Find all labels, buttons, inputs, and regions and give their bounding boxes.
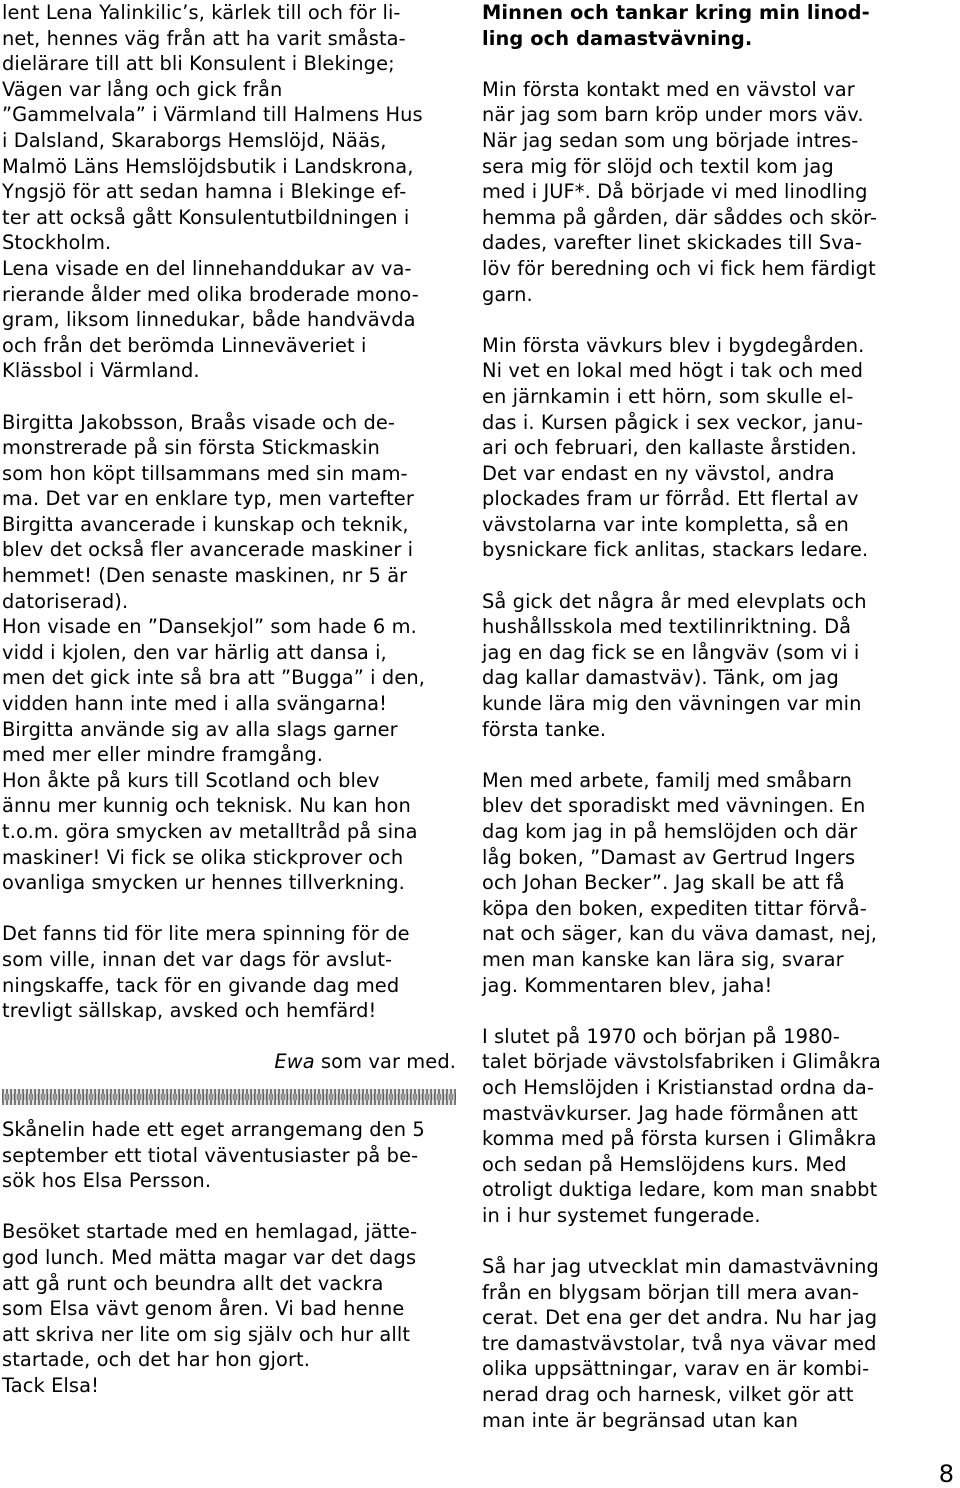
text-line: blev det också fler avancerade maskiner i	[2, 538, 414, 562]
text-line: Klässbol i Värmland.	[2, 359, 200, 383]
text-line: plockades fram ur förråd. Ett flertal av	[482, 487, 859, 511]
signature-name: Ewa	[274, 1050, 315, 1074]
text-line: Så gick det några år med elevplats och	[482, 589, 867, 613]
text-line: när jag som barn kröp under mors väv.	[482, 103, 864, 127]
right-column	[482, 0, 922, 1433]
text-line: hemma på gården, där såddes och skör-	[482, 205, 878, 229]
paragraph-visit	[2, 1219, 460, 1398]
text-line: Birgitta använde sig av alla slags garner	[2, 717, 398, 741]
paragraph-gap	[2, 1194, 460, 1220]
text-line: som ville, innan det var dags för avslut-	[2, 947, 393, 971]
left-column	[2, 0, 460, 1398]
text-line: dag kallar damastväv). Tänk, om jag	[482, 666, 839, 690]
text-line: Vägen var lång och gick från	[2, 77, 283, 101]
paragraph-school-years	[482, 589, 922, 743]
paragraph-first-contact	[482, 77, 922, 307]
text-line: kunde lära mig den vävningen var min	[482, 692, 862, 716]
text-line: men man kanske kan lära sig, svarar	[482, 947, 844, 971]
text-line: Yngsjö för att sedan hamna i Blekinge ef-	[2, 180, 407, 204]
text-line: garn.	[482, 282, 533, 306]
text-line: att skriva ner lite om sig själv och hur allt	[2, 1322, 411, 1346]
text-line: monstrerade på sin första Stickmaskin	[2, 436, 380, 460]
text-line: ari och februari, den kallaste årstiden.	[482, 436, 857, 460]
paragraph-birgitta	[2, 410, 460, 896]
text-line: ovanliga smycken ur hennes tillverkning.	[2, 871, 405, 895]
text-line: vidd i kjolen, den var härlig att dansa i,	[2, 640, 387, 664]
text-line: och sedan på Hemslöjdens kurs. Med	[482, 1152, 847, 1176]
text-line: Ni vet en lokal med högt i tak och med	[482, 359, 864, 383]
text-line: att gå runt och beundra allt det vackra	[2, 1271, 384, 1295]
text-line: I slutet på 1970 och början på 1980-	[482, 1024, 840, 1048]
paragraph-closing	[2, 921, 460, 1023]
text-line: jag. Kommentaren blev, jaha!	[482, 973, 773, 997]
text-line: och Johan Becker”. Jag skall be att få	[482, 871, 845, 895]
text-line: das i. Kursen pågick i sex veckor, janu-	[482, 410, 864, 434]
text-line: startade, och det har hon gjort.	[2, 1348, 311, 1372]
text-line: dag kom jag in på hemslöjden och där	[482, 820, 858, 843]
text-line: cerat. Det ena ger det andra. Nu har jag	[482, 1306, 878, 1330]
paragraph-gap	[482, 742, 922, 768]
paragraph-development	[482, 1254, 922, 1433]
section-divider	[2, 1089, 456, 1105]
paragraph-courses	[482, 1024, 922, 1229]
text-line: med i JUF*. Då började vi med linodling	[482, 180, 868, 204]
text-line: sera mig för slöjd och textil kom jag	[482, 154, 834, 178]
text-line: jag en dag fick se en långväv (som vi i	[482, 640, 860, 664]
text-line: nat och säger, kan du väva damast, nej,	[482, 922, 877, 946]
text-line: Min första vävkurs blev i bygdegården.	[482, 333, 865, 357]
text-line: ling och damastvävning.	[482, 26, 753, 50]
text-line: en järnkamin i ett hörn, som skulle el-	[482, 384, 854, 408]
text-line: Så har jag utvecklat min damastvävning	[482, 1255, 879, 1279]
text-line: gram, liksom linnedukar, både handvävda	[2, 308, 416, 332]
text-line: net, hennes väg från att ha varit småsta-	[2, 26, 406, 50]
paragraph-gap	[2, 896, 460, 922]
paragraph-lena	[2, 0, 460, 384]
text-line: Birgitta Jakobsson, Braås visade och de-	[2, 410, 396, 434]
paragraph-gap	[482, 998, 922, 1024]
page-number: 8	[938, 1460, 954, 1488]
text-line: Men med arbete, familj med småbarn	[482, 768, 852, 792]
text-line: ningskaffe, tack för en givande dag med	[2, 973, 400, 997]
text-line: Besöket startade med en hemlagad, jätte-	[2, 1220, 418, 1244]
signature-text: som var med.	[314, 1050, 456, 1074]
text-line: från en blygsam början till mera avan-	[482, 1280, 859, 1304]
text-line: löv för beredning och vi fick hem färdigt	[482, 256, 876, 280]
text-line: sök hos Elsa Persson.	[2, 1169, 212, 1193]
text-line: i Dalsland, Skaraborgs Hemslöjd, Nääs,	[2, 128, 387, 152]
paragraph-gap	[482, 307, 922, 333]
paragraph-skanelin	[2, 1117, 460, 1194]
text-line: dielärare till att bli Konsulent i Blekinge;	[2, 52, 395, 76]
text-line: t.o.m. göra smycken av metalltråd på sina	[2, 820, 418, 843]
text-line: som Elsa vävt genom åren. Vi bad henne	[2, 1297, 405, 1321]
text-line: blev det sporadiskt med vävningen. En	[482, 794, 866, 818]
text-line: Hon visade en ”Dansekjol” som hade 6 m.	[2, 615, 417, 639]
text-line: Minnen och tankar kring min linod-	[482, 1, 870, 24]
text-line: och Hemslöjden i Kristianstad ordna da-	[482, 1075, 874, 1099]
text-line: Lena visade en del linnehanddukar av va-	[2, 256, 412, 280]
text-line: in i hur systemet fungerade.	[482, 1203, 761, 1227]
paragraph-damask-book	[482, 768, 922, 998]
paragraph-gap	[482, 563, 922, 589]
text-line: Birgitta avancerade i kunskap och teknik,	[2, 512, 409, 536]
text-line: komma med på första kursen i Glimåkra	[482, 1127, 877, 1151]
text-line: otroligt duktiga ledare, kom man snabbt	[482, 1178, 878, 1202]
text-line: Hon åkte på kurs till Scotland och blev	[2, 768, 380, 792]
text-line: När jag sedan som ung började intres-	[482, 128, 859, 152]
paragraph-gap	[482, 1229, 922, 1255]
text-line: som hon köpt tillsammans med sin mam-	[2, 461, 408, 485]
text-line: Det var endast en ny vävstol, andra	[482, 461, 835, 485]
paragraph-gap	[482, 51, 922, 77]
text-line: Det fanns tid för lite mera spinning för de	[2, 922, 410, 946]
text-line: maskiner! Vi fick se olika stickprover och	[2, 845, 404, 869]
text-line: dades, varefter linet skickades till Sva-	[482, 231, 862, 255]
text-line: man inte är begränsad utan kan	[482, 1408, 799, 1432]
text-line: första tanke.	[482, 717, 607, 741]
text-line: lent Lena Yalinkilic’s, kärlek till och för li-	[2, 1, 401, 24]
text-line: Min första kontakt med en vävstol var	[482, 77, 855, 101]
text-line: tre damastvävstolar, två nya vävar med	[482, 1331, 877, 1355]
text-line: september ett tiotal väventusiaster på be-	[2, 1143, 419, 1167]
text-line: ma. Det var en enklare typ, men vartefter	[2, 487, 414, 511]
text-line: god lunch. Med mätta magar var det dags	[2, 1245, 417, 1269]
text-line: talet började vävstolsfabriken i Glimåkra	[482, 1050, 881, 1074]
article-heading	[482, 0, 922, 51]
text-line: olika uppsättningar, varav en är kombi-	[482, 1357, 870, 1381]
text-line: men det gick inte så bra att ”Bugga” i den,	[2, 666, 426, 690]
text-line: ”Gammelvala” i Värmland till Halmens Hus	[2, 103, 423, 127]
text-line: ter att också gått Konsulentutbildningen i	[2, 205, 410, 229]
text-line: trevligt sällskap, avsked och hemfärd!	[2, 999, 377, 1023]
text-line: mastvävkurser. Jag hade förmånen att	[482, 1101, 858, 1125]
text-line: bysnickare fick anlitas, stackars ledare.	[482, 538, 869, 562]
text-line: datoriserad).	[2, 589, 129, 613]
text-line: och från det berömda Linneväveriet i	[2, 333, 367, 357]
text-line: Stockholm.	[2, 231, 112, 255]
paragraph-gap	[2, 1024, 460, 1050]
paragraph-gap	[2, 384, 460, 410]
text-line: köpa den boken, expediten tittar förvå-	[482, 896, 867, 920]
signature-line	[2, 1049, 460, 1075]
text-line: vidden hann inte med i alla svängarna!	[2, 692, 388, 716]
text-line: nerad drag och harnesk, vilket gör att	[482, 1383, 854, 1407]
text-line: med mer eller mindre framgång.	[2, 743, 324, 767]
paragraph-first-course	[482, 333, 922, 563]
text-line: hushållsskola med textilinriktning. Då	[482, 615, 852, 639]
text-line: Malmö Läns Hemslöjdsbutik i Landskrona,	[2, 154, 414, 178]
text-line: Skånelin hade ett eget arrangemang den 5	[2, 1117, 425, 1141]
text-line: rierande ålder med olika broderade mono-	[2, 282, 419, 306]
text-line: ännu mer kunnig och teknisk. Nu kan hon	[2, 794, 411, 818]
text-line: Tack Elsa!	[2, 1373, 99, 1397]
text-line: vävstolarna var inte kompletta, så en	[482, 512, 849, 536]
text-line: låg boken, ”Damast av Gertrud Ingers	[482, 845, 856, 869]
text-line: hemmet! (Den senaste maskinen, nr 5 är	[2, 564, 408, 588]
